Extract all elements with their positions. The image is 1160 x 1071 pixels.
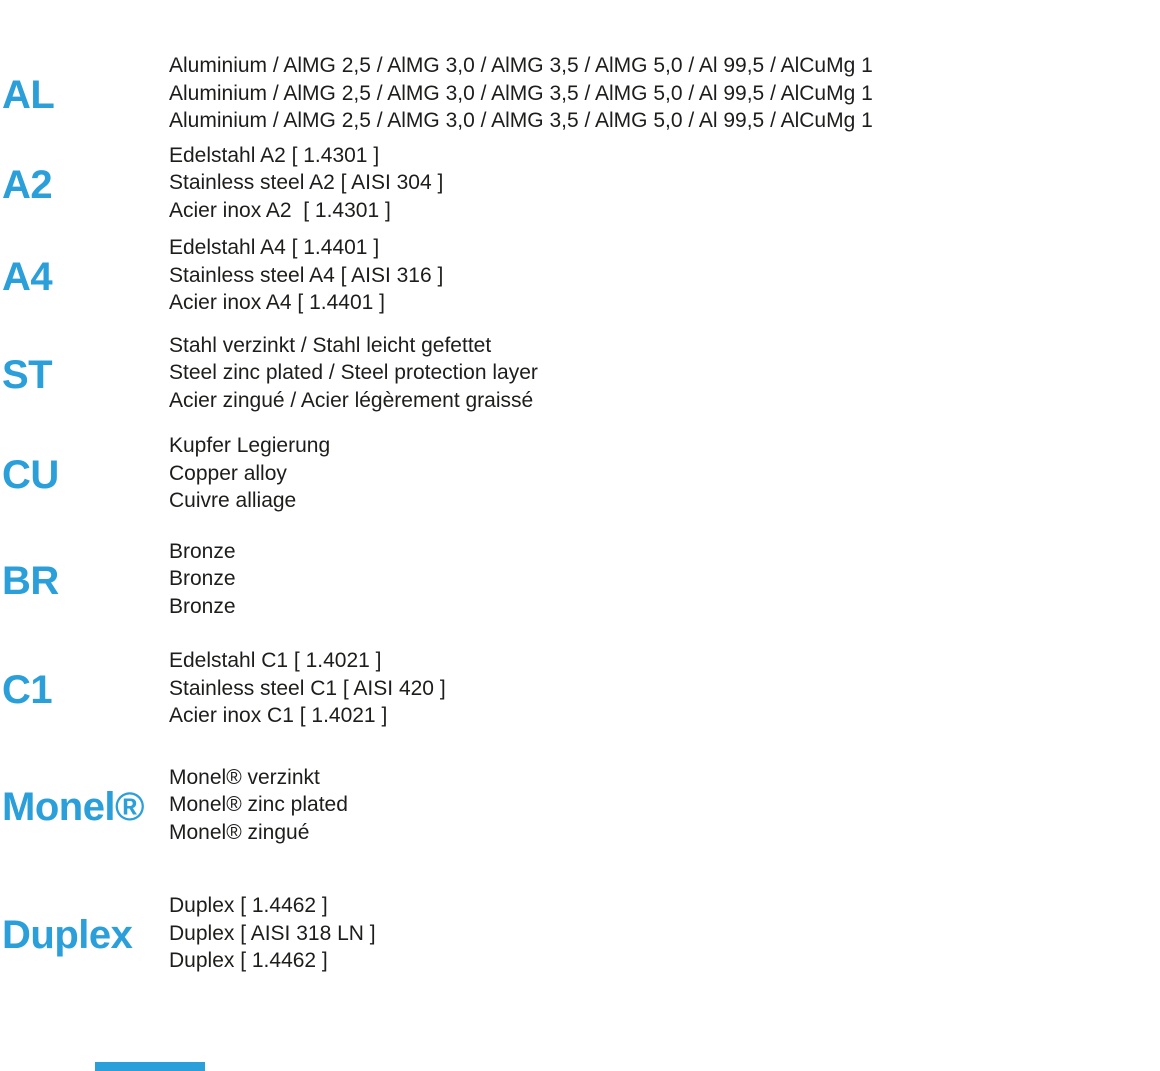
material-desc-fr: Acier inox A2 [ 1.4301 ] — [169, 198, 391, 222]
material-desc-fr: Bronze — [169, 594, 236, 618]
material-code-column — [0, 666, 169, 713]
material-desc-de: Edelstahl A4 [ 1.4401 ] — [169, 236, 380, 259]
material-desc-de: Duplex [ 1.4462 ] — [169, 894, 328, 917]
material-group-duplex — [0, 892, 1160, 975]
material-desc-de: Edelstahl A2 [ 1.4301 ] — [169, 143, 380, 167]
material-descriptions — [169, 538, 1160, 621]
material-code: A2 — [2, 162, 53, 207]
material-code: AL — [2, 73, 55, 118]
material-code-column — [0, 253, 169, 300]
material-desc-en: Monel® zinc plated — [169, 793, 348, 816]
material-desc-fr: Acier zingué / Acier légèrement graissé — [169, 388, 534, 412]
material-code-column — [0, 71, 169, 118]
material-desc-de: Stahl verzinkt / Stahl leicht gefettet — [169, 333, 492, 357]
material-desc-de: Monel® verzinkt — [169, 765, 320, 789]
material-desc-en: Stainless steel A2 [ AISI 304 ] — [169, 171, 444, 194]
material-desc-fr: Acier inox C1 [ 1.4021 ] — [169, 704, 388, 727]
material-desc-en: Bronze — [169, 567, 236, 590]
material-desc-en: Duplex [ AISI 318 LN ] — [169, 921, 376, 945]
material-descriptions — [169, 647, 1160, 730]
material-descriptions — [169, 142, 1160, 225]
material-desc-de: Aluminium / AlMG 2,5 / AlMG 3,0 / AlMG 3,5 / AlMG 5,0 / Al 99,5 / AlCuMg 1 — [169, 54, 873, 77]
material-descriptions — [169, 332, 1160, 415]
material-descriptions — [169, 892, 1160, 975]
material-code: A4 — [2, 255, 53, 300]
material-descriptions — [169, 432, 1160, 515]
material-code: CU — [2, 453, 59, 498]
material-desc-en: Stainless steel A4 [ AISI 316 ] — [169, 263, 444, 287]
material-code-column — [0, 161, 169, 205]
material-code-column — [0, 783, 169, 827]
material-group-cu — [0, 432, 1160, 515]
material-desc-fr: Aluminium / AlMG 2,5 / AlMG 3,0 / AlMG 3,5 / AlMG 5,0 / Al 99,5 / AlCuMg 1 — [169, 109, 873, 132]
material-group-a2 — [0, 142, 1160, 225]
material-code: BR — [2, 558, 59, 603]
material-desc-de: Edelstahl C1 [ 1.4021 ] — [169, 649, 382, 672]
material-code-column — [0, 351, 169, 395]
material-group-al — [0, 52, 1160, 135]
material-descriptions — [169, 764, 1160, 847]
material-group-br — [0, 538, 1160, 621]
material-group-c1 — [0, 647, 1160, 730]
material-code-column — [0, 451, 169, 498]
material-descriptions — [169, 52, 1160, 135]
material-code: C1 — [2, 668, 53, 713]
material-desc-en: Stainless steel C1 [ AISI 420 ] — [169, 676, 446, 700]
material-code-column — [0, 557, 169, 601]
material-group-monel — [0, 764, 1160, 847]
material-code: ST — [2, 352, 53, 397]
material-desc-fr: Monel® zingué — [169, 820, 310, 844]
material-code: Duplex — [2, 913, 133, 958]
material-desc-fr: Duplex [ 1.4462 ] — [169, 949, 328, 972]
material-desc-fr: Cuivre alliage — [169, 489, 297, 512]
material-desc-fr: Acier inox A4 [ 1.4401 ] — [169, 291, 385, 314]
material-group-a4 — [0, 234, 1160, 317]
material-desc-de: Bronze — [169, 539, 236, 563]
material-desc-en: Copper alloy — [169, 461, 287, 485]
footer-accent-bar — [95, 1062, 205, 1071]
material-code-column — [0, 911, 169, 958]
material-code: Monel® — [2, 784, 145, 829]
material-group-st — [0, 332, 1160, 415]
material-descriptions — [169, 234, 1160, 317]
material-desc-en: Steel zinc plated / Steel protection layer — [169, 361, 538, 384]
material-desc-de: Kupfer Legierung — [169, 434, 331, 457]
material-desc-en: Aluminium / AlMG 2,5 / AlMG 3,0 / AlMG 3,5 / AlMG 5,0 / Al 99,5 / AlCuMg 1 — [169, 81, 873, 105]
